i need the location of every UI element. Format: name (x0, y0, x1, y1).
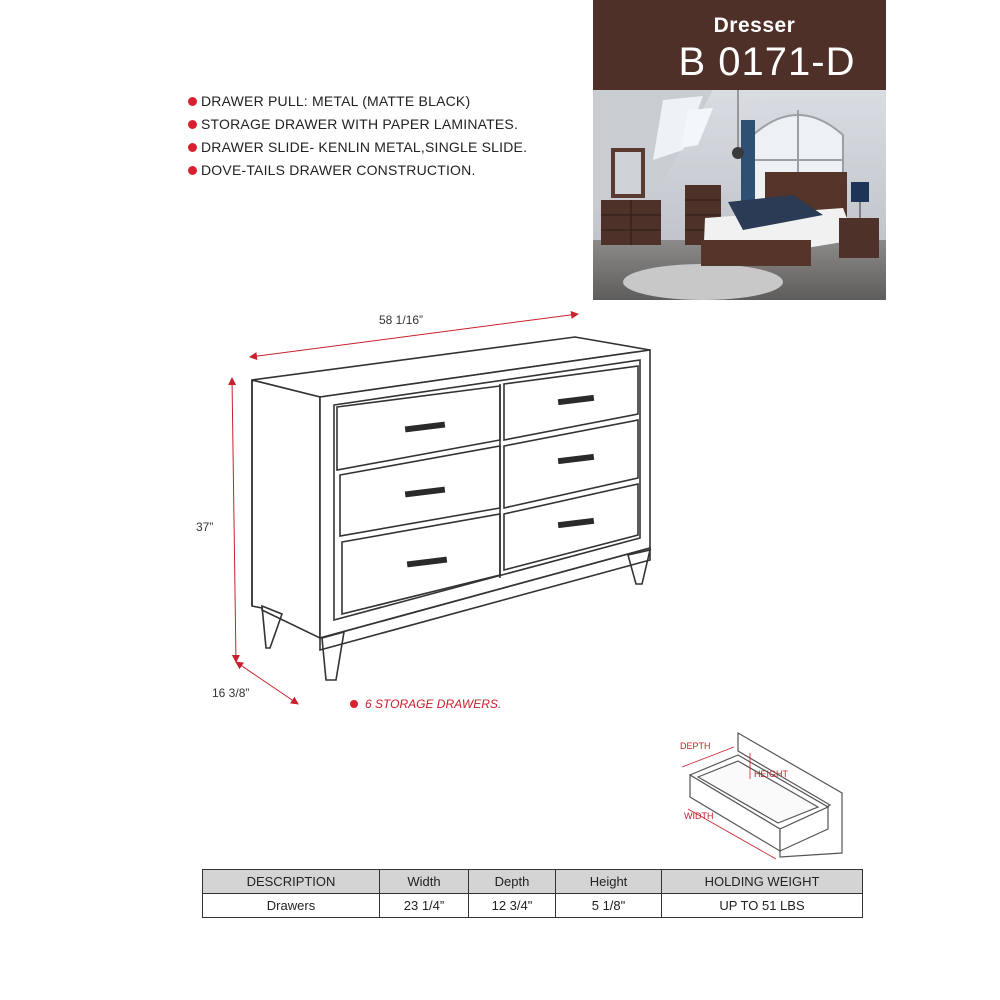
header-height: Height (556, 870, 662, 894)
table-row (203, 894, 863, 918)
cell-height: 5 1/8" (556, 894, 662, 918)
drawer-specs-table (202, 869, 863, 918)
depth-dimension-label: 16 3/8” (212, 686, 250, 700)
cell-holding-weight: UP TO 51 LBS (662, 894, 863, 918)
header-description: DESCRIPTION (203, 870, 380, 894)
drawer-height-label: HEIGHT (754, 769, 789, 779)
cell-description: Drawers (203, 894, 380, 918)
cell-width: 23 1/4” (380, 894, 469, 918)
feature-text: DRAWER PULL: METAL (MATTE BLACK) (201, 93, 471, 109)
header-width: Width (380, 870, 469, 894)
feature-text: STORAGE DRAWER WITH PAPER LAMINATES. (201, 116, 519, 132)
width-dimension-label: 58 1/16” (379, 313, 424, 327)
drawer-depth-label: DEPTH (680, 741, 711, 751)
red-dot-bullet-icon (350, 700, 358, 708)
height-dimension-label: 37” (196, 520, 214, 534)
drawer-dimension-diagram (660, 725, 860, 870)
feature-text: DOVE-TAILS DRAWER CONSTRUCTION. (201, 162, 476, 178)
table-header-row (203, 870, 863, 894)
product-category: Dresser (713, 14, 796, 37)
storage-drawers-note (350, 697, 501, 711)
storage-note-text: 6 STORAGE DRAWERS. (365, 697, 502, 711)
header-holding-weight: HOLDING WEIGHT (662, 870, 863, 894)
cell-depth: 12 3/4" (469, 894, 556, 918)
feature-text: DRAWER SLIDE- KENLIN METAL,SINGLE SLIDE. (201, 139, 528, 155)
product-model-number: B 0171-D (678, 40, 856, 84)
drawer-width-label: WIDTH (684, 811, 714, 821)
header-depth: Depth (469, 870, 556, 894)
